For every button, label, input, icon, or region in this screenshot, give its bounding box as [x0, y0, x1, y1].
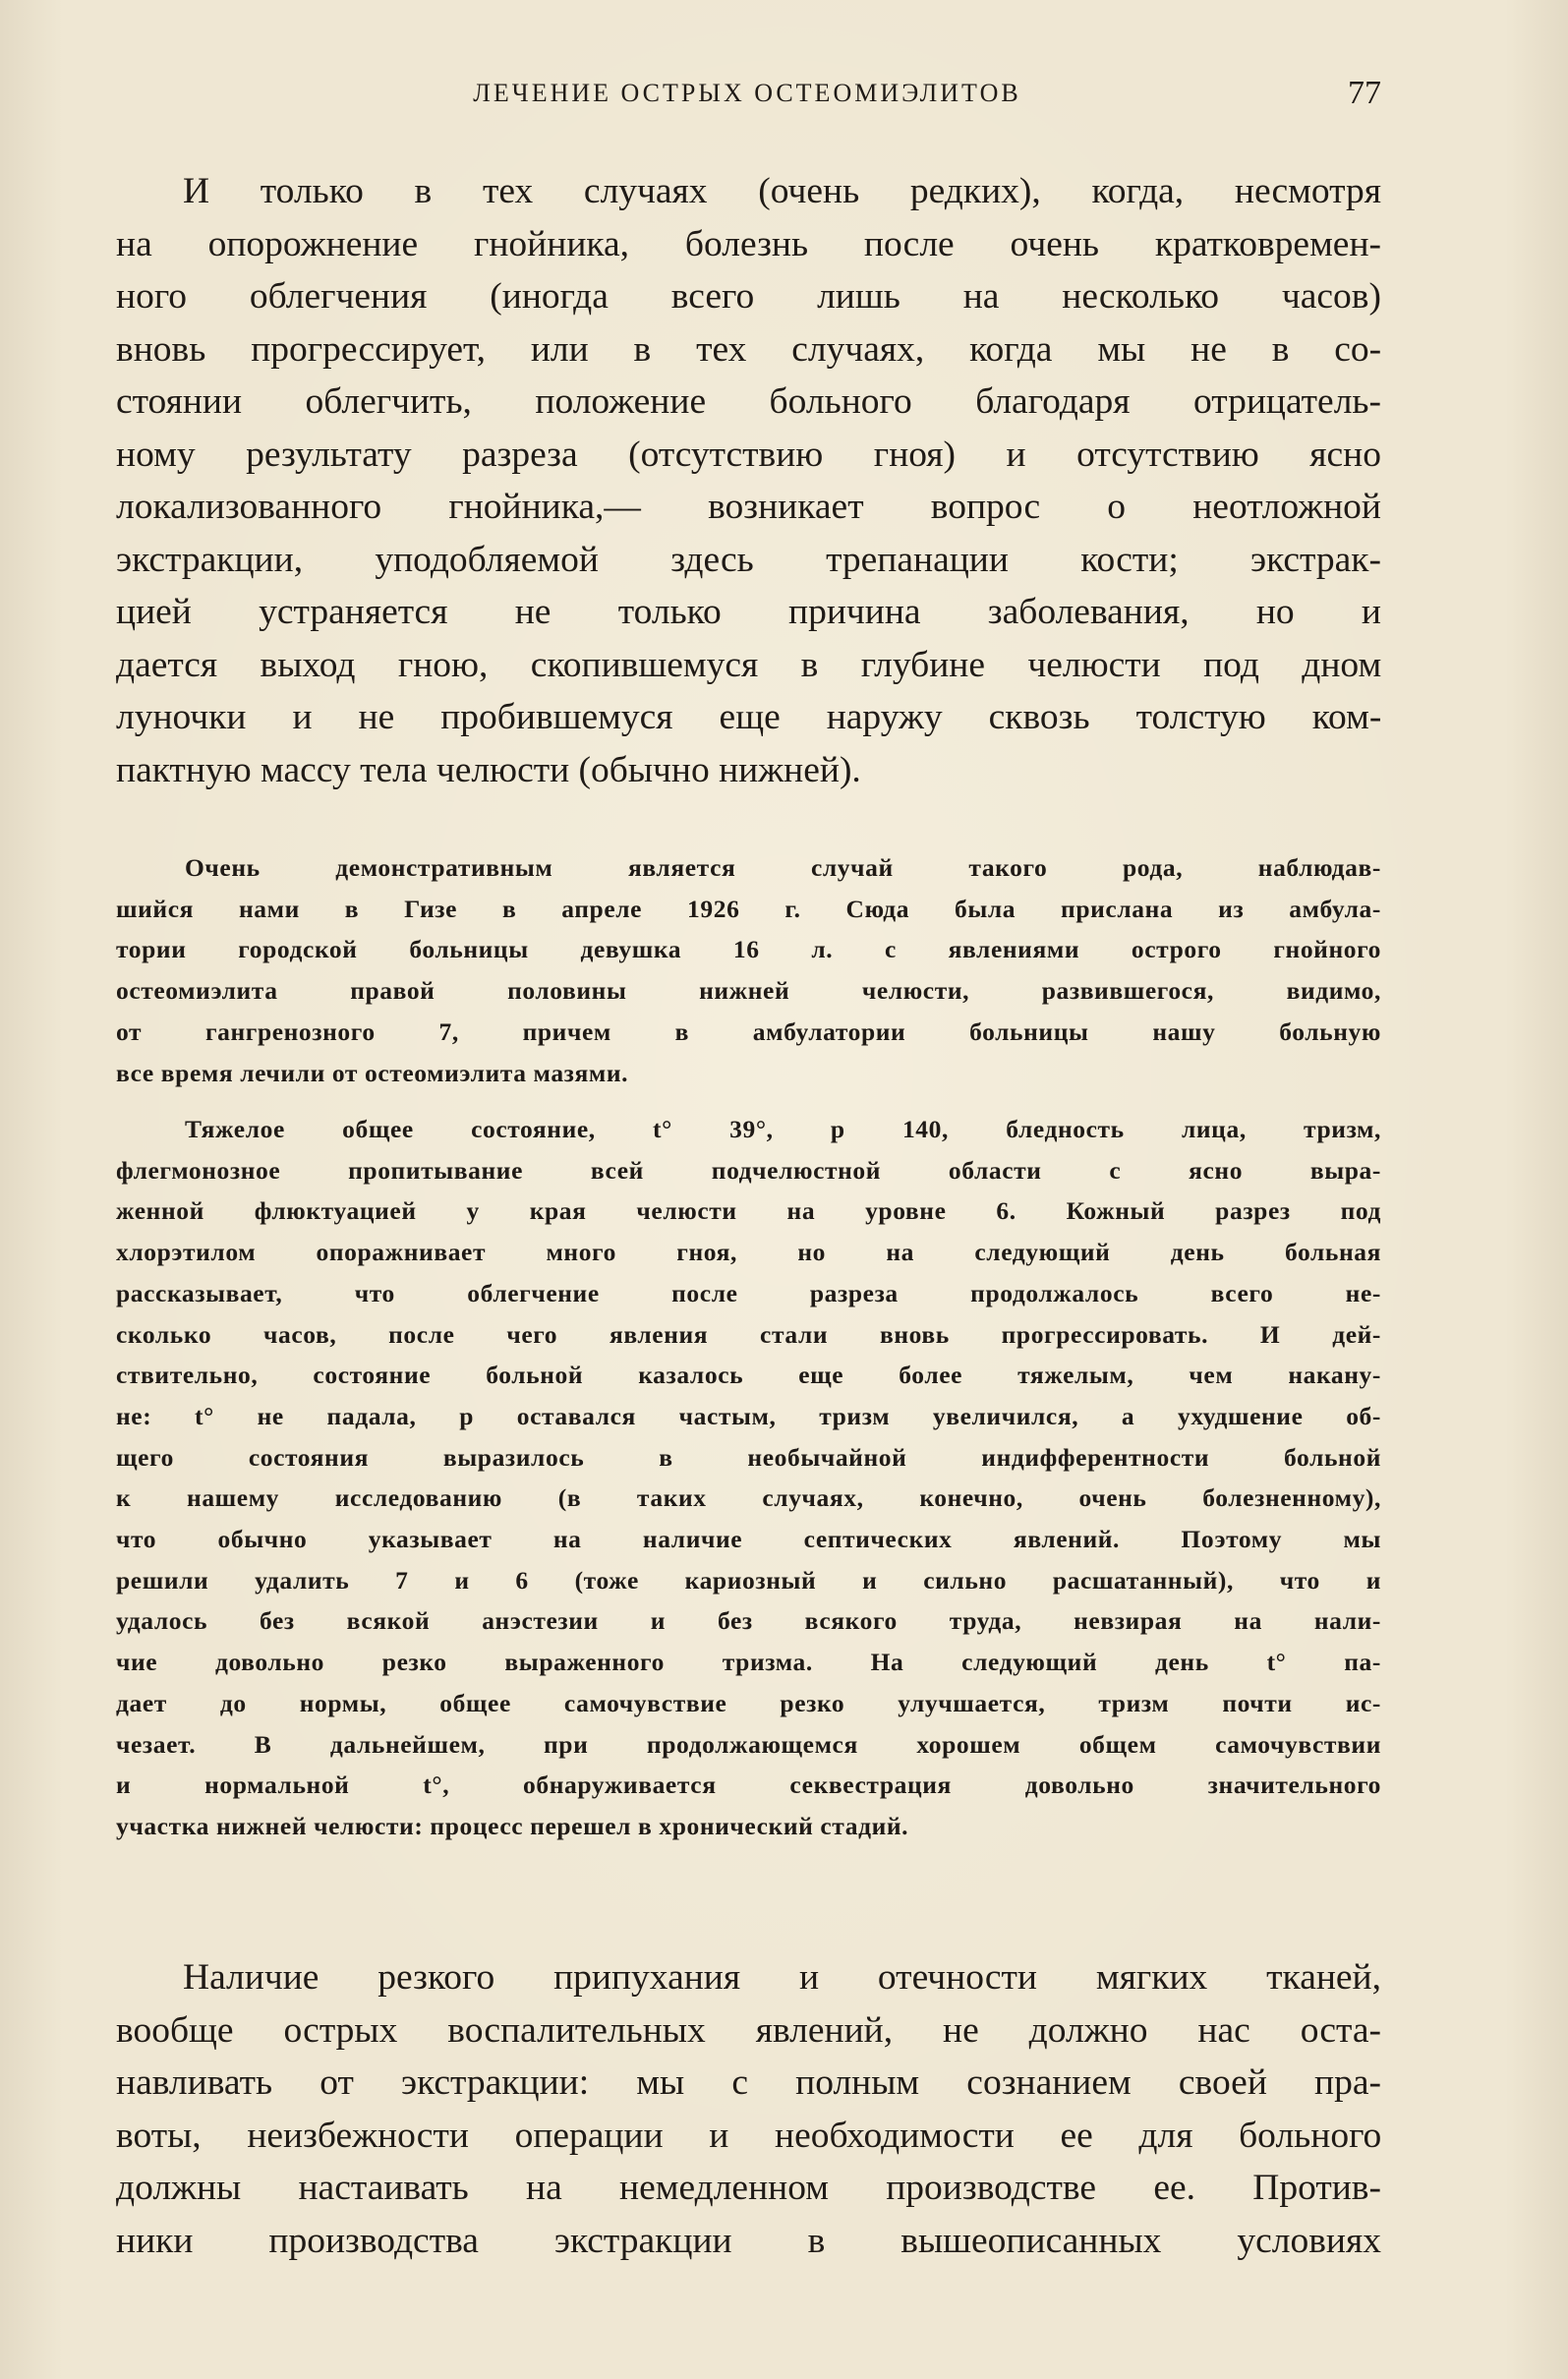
paragraph-line: локализованного гнойника,— возникает вопрос о неотложной	[116, 487, 1381, 527]
case-line: тории городской больницы девушка 16 л. с явлениями острого гнойного	[116, 935, 1381, 964]
paragraph-line: ному результату разреза (отсутствию гноя) и отсутствию ясно	[116, 434, 1381, 475]
case-line: дает до нормы, общее самочувствие резко улучшается, тризм почти ис-	[116, 1688, 1381, 1717]
page-number: 77	[1348, 75, 1381, 111]
case-line: к нашему исследованию (в таких случаях, конечно, очень болезненному),	[116, 1483, 1381, 1513]
case-line: шийся нами в Гизе в апреле 1926 г. Сюда была прислана из амбула-	[116, 894, 1381, 923]
case-line: Очень демонстративным является случай такого рода, наблюдав-	[185, 853, 1381, 882]
case-line: флегмонозное пропитывание всей подчелюстной области с ясно выра-	[116, 1155, 1381, 1185]
running-head	[113, 75, 1381, 114]
paragraph-line: ного облегчения (иногда всего лишь на несколько часов)	[116, 276, 1381, 317]
paragraph-line: навливать от экстракции: мы с полным сознанием своей пра-	[116, 2062, 1381, 2103]
paragraph-line: И только в тех случаях (очень редких), когда, несмотря	[183, 171, 1381, 211]
case-line: и нормальной t°, обнаруживается секвестрация довольно значительного	[116, 1770, 1381, 1800]
paragraph-line: на опорожнение гнойника, болезнь после очень кратковремен-	[116, 223, 1381, 264]
paragraph-line: экстракции, уподобляемой здесь трепанации кости; экстрак-	[116, 539, 1381, 580]
paragraph-line: луночки и не пробившемуся еще наружу сквозь толстую ком-	[116, 697, 1382, 737]
paragraph-line: Наличие резкого припухания и отечности мягких тканей,	[183, 1957, 1381, 1998]
paragraph-line: цией устраняется не только причина заболевания, но и	[116, 592, 1381, 632]
case-line: все время лечили от остеомиэлита мазями.	[116, 1058, 629, 1087]
case-line: Тяжелое общее состояние, t° 39°, p 140, бледность лица, тризм,	[185, 1115, 1381, 1143]
case-line: чезает. В дальнейшем, при продолжающемся хорошем общем самочувствии	[116, 1729, 1381, 1759]
case-line: щего состояния выразилось в необычайной индифферентности больной	[116, 1442, 1381, 1472]
case-course	[116, 1109, 1381, 1847]
paragraph-line: дается выход гною, скопившемуся в глубине челюсти под дном	[116, 644, 1382, 685]
running-title: ЛЕЧЕНИЕ ОСТРЫХ ОСТЕОМИЭЛИТОВ	[473, 79, 1021, 107]
case-line: участка нижней челюсти: процесс перешел в хронический стадий.	[116, 1811, 909, 1840]
case-line: чие довольно резко выраженного тризма. На следующий день t° па-	[116, 1648, 1381, 1677]
case-line: не: t° не падала, p оставался частым, тризм увеличился, а ухудшение об-	[116, 1401, 1381, 1430]
case-line: решили удалить 7 и 6 (тоже кариозный и сильно расшатанный), что и	[116, 1565, 1381, 1595]
case-line: остеомиэлита правой половины нижней челюсти, развившегося, видимо,	[116, 976, 1381, 1006]
case-line: рассказывает, что облегчение после разреза продолжалось всего не-	[116, 1278, 1381, 1307]
case-line: ствительно, состояние больной казалось еще более тяжелым, чем накану-	[116, 1361, 1381, 1390]
paragraph-line: пактную массу тела челюсти (обычно нижней).	[116, 749, 861, 790]
case-line: женной флюктуацией у края челюсти на уровне 6. Кожный разрез под	[116, 1196, 1381, 1226]
case-line: что обычно указывает на наличие септических явлений. Поэтому мы	[116, 1525, 1381, 1554]
paragraph-line: воты, неизбежности операции и необходимости ее для больного	[116, 2115, 1382, 2156]
case-line: хлорэтилом опоражнивает много гноя, но на следующий день больная	[116, 1238, 1381, 1267]
paragraph-2	[116, 1951, 1381, 2267]
paragraph-line: вообще острых воспалительных явлений, не должно нас оста-	[116, 2009, 1381, 2051]
case-line: от гангренозного 7, причем в амбулатории больницы нашу больную	[116, 1016, 1381, 1046]
paragraph-line: вновь прогрессирует, или в тех случаях, когда мы не в со-	[116, 328, 1382, 370]
paragraph-line: стоянии облегчить, положение больного благодаря отрицатель-	[116, 381, 1381, 422]
paragraph-1	[116, 165, 1381, 796]
paragraph-line: ники производства экстракции в вышеописанных условиях	[116, 2220, 1381, 2261]
case-intro	[116, 847, 1381, 1093]
case-line: удалось без всякой анэстезии и без всякого труда, невзирая на нали-	[116, 1606, 1381, 1636]
paragraph-line: должны настаивать на немедленном производстве ее. Против-	[116, 2168, 1381, 2208]
case-line: сколько часов, после чего явления стали вновь прогрессировать. И дей-	[116, 1319, 1381, 1349]
